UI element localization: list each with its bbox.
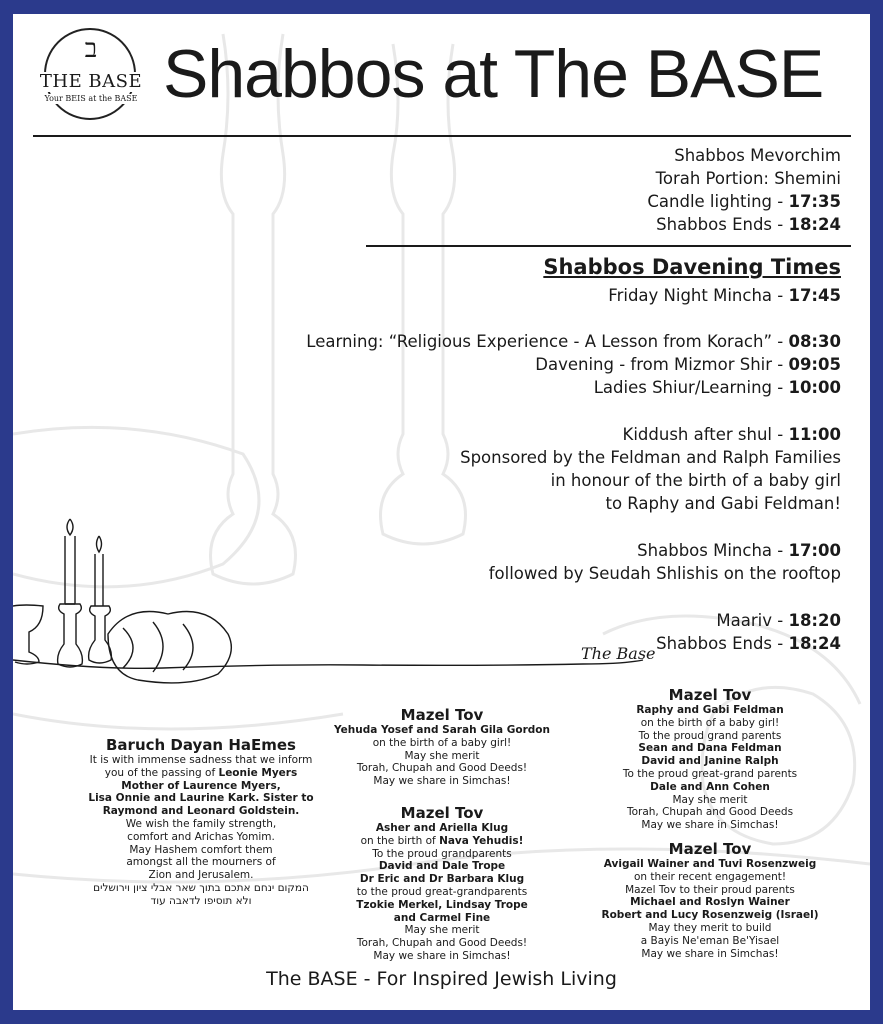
condolence-notice: Baruch Dayan HaEmes It is with immense sadness that we inform you of the passing of Leonie Myers Mother of Laurence Myers, Lisa Onnie and Laurine Kark. Sister to Raymond and Leonard Goldstein. We wish the family strength, comfort and Arichas Yomim. May Hashem comfort them amongst all the mourners of Zion and Jerusalem. המקום ינחם אתכם בתוך שאר אבלי ציון וירושלים ולא תוסיפו לדאבה עוד bbox=[71, 736, 331, 908]
title-divider bbox=[33, 135, 851, 137]
seudah-line: followed by Seudah Shlishis on the rooftop bbox=[488, 564, 841, 583]
davening-times-heading: Shabbos Davening Times bbox=[543, 255, 841, 279]
friday-mincha-line: Friday Night Mincha - 17:45 bbox=[608, 286, 841, 305]
logo-glyph: ב bbox=[84, 34, 98, 64]
sponsor-line-1: Sponsored by the Feldman and Ralph Families bbox=[460, 448, 841, 467]
shabbos-mincha-line: Shabbos Mincha - 17:00 bbox=[637, 541, 841, 560]
info-divider bbox=[366, 245, 851, 247]
candle-lighting-line: Candle lighting - 17:35 bbox=[647, 192, 841, 211]
footer-tagline: The BASE - For Inspired Jewish Living bbox=[266, 968, 617, 990]
logo-tagline: Your BEIS at the BASE bbox=[36, 94, 146, 104]
shabbos-ends-line: Shabbos Ends - 18:24 bbox=[656, 215, 841, 234]
mazel-tov-wainer-rosenzweig: Mazel Tov Avigail Wainer and Tuvi Rosenzweig on their recent engagement! Mazel Tov to their proud parents Michael and Roslyn Wainer Robert and Lucy Rosenzweig (Israel) May they merit to build a Bayis Ne'eman Be'Yisael May we share in Simchas! bbox=[601, 840, 819, 960]
mevorchim-line: Shabbos Mevorchim bbox=[674, 146, 841, 165]
flyer-page bbox=[13, 14, 870, 1010]
shabbos-table-drawing-icon bbox=[13, 519, 643, 683]
page-title: Shabbos at The BASE bbox=[163, 36, 824, 112]
shabbos-ends-line-2: Shabbos Ends - 18:24 bbox=[656, 634, 841, 653]
learning-line: Learning: “Religious Experience - A Lesson from Korach” - 08:30 bbox=[306, 332, 841, 351]
sponsor-line-3: to Raphy and Gabi Feldman! bbox=[605, 494, 841, 513]
torah-portion-line: Torah Portion: Shemini bbox=[655, 169, 841, 188]
condolence-heading: Baruch Dayan HaEmes bbox=[106, 736, 296, 754]
sponsor-line-2: in honour of the birth of a baby girl bbox=[550, 471, 841, 490]
ladies-shiur-line: Ladies Shiur/Learning - 10:00 bbox=[593, 378, 841, 397]
mazel-tov-gordon: Mazel Tov Yehuda Yosef and Sarah Gila Gordon on the birth of a baby girl! May she merit Torah, Chupah and Good Deeds! May we share in Simchas! bbox=[334, 706, 550, 788]
maariv-line: Maariv - 18:20 bbox=[716, 611, 841, 630]
signature-logo: The Base bbox=[581, 644, 656, 663]
mazel-tov-feldman: Mazel Tov Raphy and Gabi Feldman on the birth of a baby girl! To the proud grand parents Sean and Dana Feldman David and Janine Ralph To the proud great-grand parents Dale and Ann Cohen May she merit Torah, Chupah and Good Deeds May we share in Simchas! bbox=[622, 686, 798, 832]
mazel-tov-klug: Mazel Tov Asher and Ariella Klug on the birth of Nava Yehudis! To the proud grandparents David and Dale Trope Dr Eric and Dr Barbara Klug to the proud great-grandparents Tzokie Merkel, Lindsay Trope and Carmel Fine May she merit Torah, Chupah and Good Deeds! May we share in Simchas! bbox=[356, 804, 528, 962]
logo-name: THE BASE bbox=[36, 72, 146, 92]
kiddush-line: Kiddush after shul - 11:00 bbox=[622, 425, 841, 444]
the-base-logo bbox=[36, 28, 146, 123]
davening-line: Davening - from Mizmor Shir - 09:05 bbox=[535, 355, 841, 374]
